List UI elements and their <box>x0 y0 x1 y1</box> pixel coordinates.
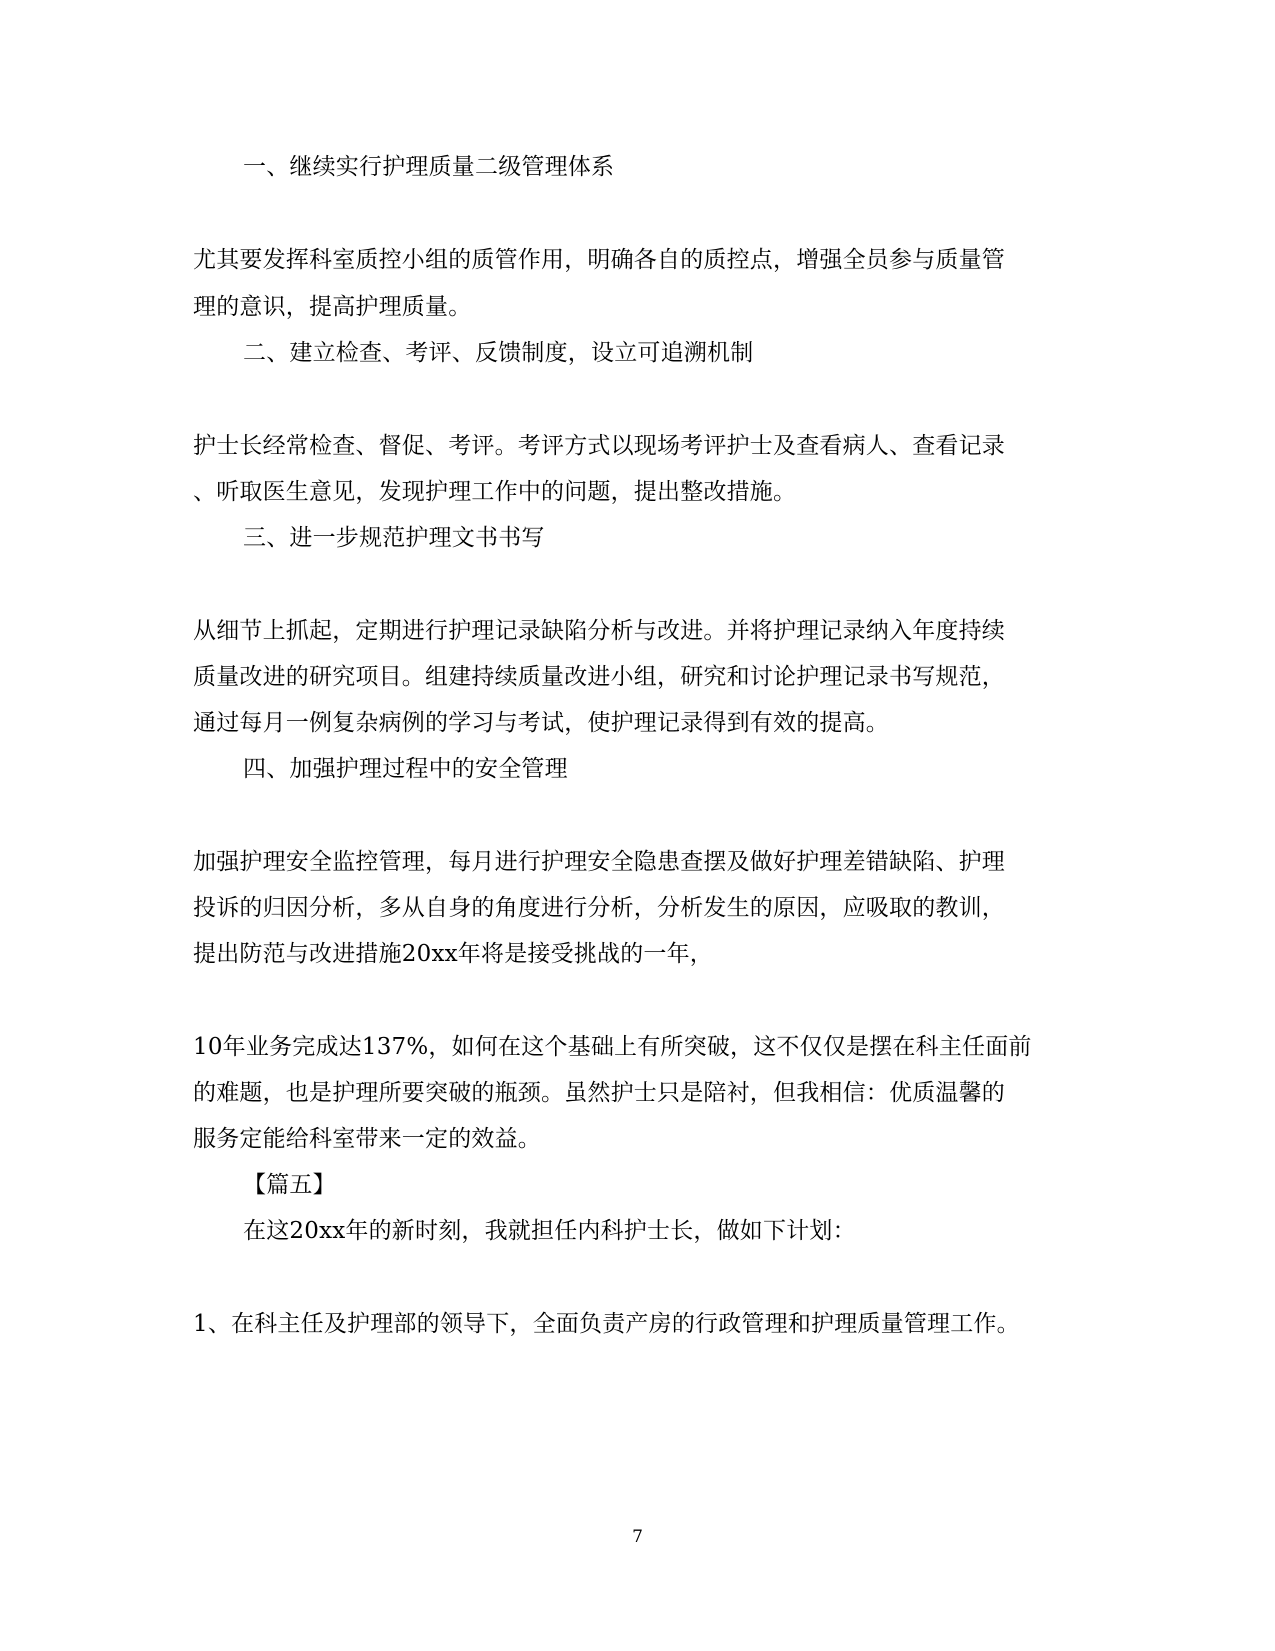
paragraph-line: 的难题，也是护理所要突破的瓶颈。虽然护士只是陪衬，但我相信：优质温馨的 <box>193 1080 1005 1106</box>
paragraph-line: 、听取医生意见，发现护理工作中的问题，提出整改措施。 <box>193 479 797 505</box>
chapter-heading: 【篇五】 <box>243 1172 336 1198</box>
paragraph-line: 提出防范与改进措施20xx年将是接受挑战的一年， <box>193 941 714 967</box>
paragraph-line: 加强护理安全监控管理，每月进行护理安全隐患查摆及做好护理差错缺陷、护理 <box>193 849 1005 875</box>
section-heading-2: 二、建立检查、考评、反馈制度，设立可追溯机制 <box>243 340 754 366</box>
paragraph-line: 投诉的归因分析，多从自身的角度进行分析，分析发生的原因，应吸取的教训， <box>193 895 1005 921</box>
list-item: 1、在科主任及护理部的领导下，全面负责产房的行政管理和护理质量管理工作。 <box>193 1311 1020 1337</box>
paragraph-line: 尤其要发挥科室质控小组的质管作用，明确各自的质控点，增强全员参与质量管 <box>193 247 1005 273</box>
paragraph-line: 通过每月一例复杂病例的学习与考试，使护理记录得到有效的提高。 <box>193 710 889 736</box>
paragraph-line: 护士长经常检查、督促、考评。考评方式以现场考评护士及查看病人、查看记录 <box>193 433 1005 459</box>
section-heading-4: 四、加强护理过程中的安全管理 <box>243 756 568 782</box>
paragraph-line: 质量改进的研究项目。组建持续质量改进小组，研究和讨论护理记录书写规范， <box>193 664 1005 690</box>
paragraph-line: 从细节上抓起，定期进行护理记录缺陷分析与改进。并将护理记录纳入年度持续 <box>193 618 1005 644</box>
paragraph-line: 10年业务完成达137%，如何在这个基础上有所突破，这不仅仅是摆在科主任面前 <box>193 1034 1032 1060</box>
paragraph-line: 理的意识，提高护理质量。 <box>193 294 472 320</box>
paragraph-line: 服务定能给科室带来一定的效益。 <box>193 1126 541 1152</box>
section-heading-1: 一、继续实行护理质量二级管理体系 <box>243 154 615 180</box>
page-number: 7 <box>632 1527 643 1547</box>
section-heading-3: 三、进一步规范护理文书书写 <box>243 525 545 551</box>
intro-line: 在这20xx年的新时刻，我就担任内科护士长，做如下计划： <box>243 1218 856 1244</box>
